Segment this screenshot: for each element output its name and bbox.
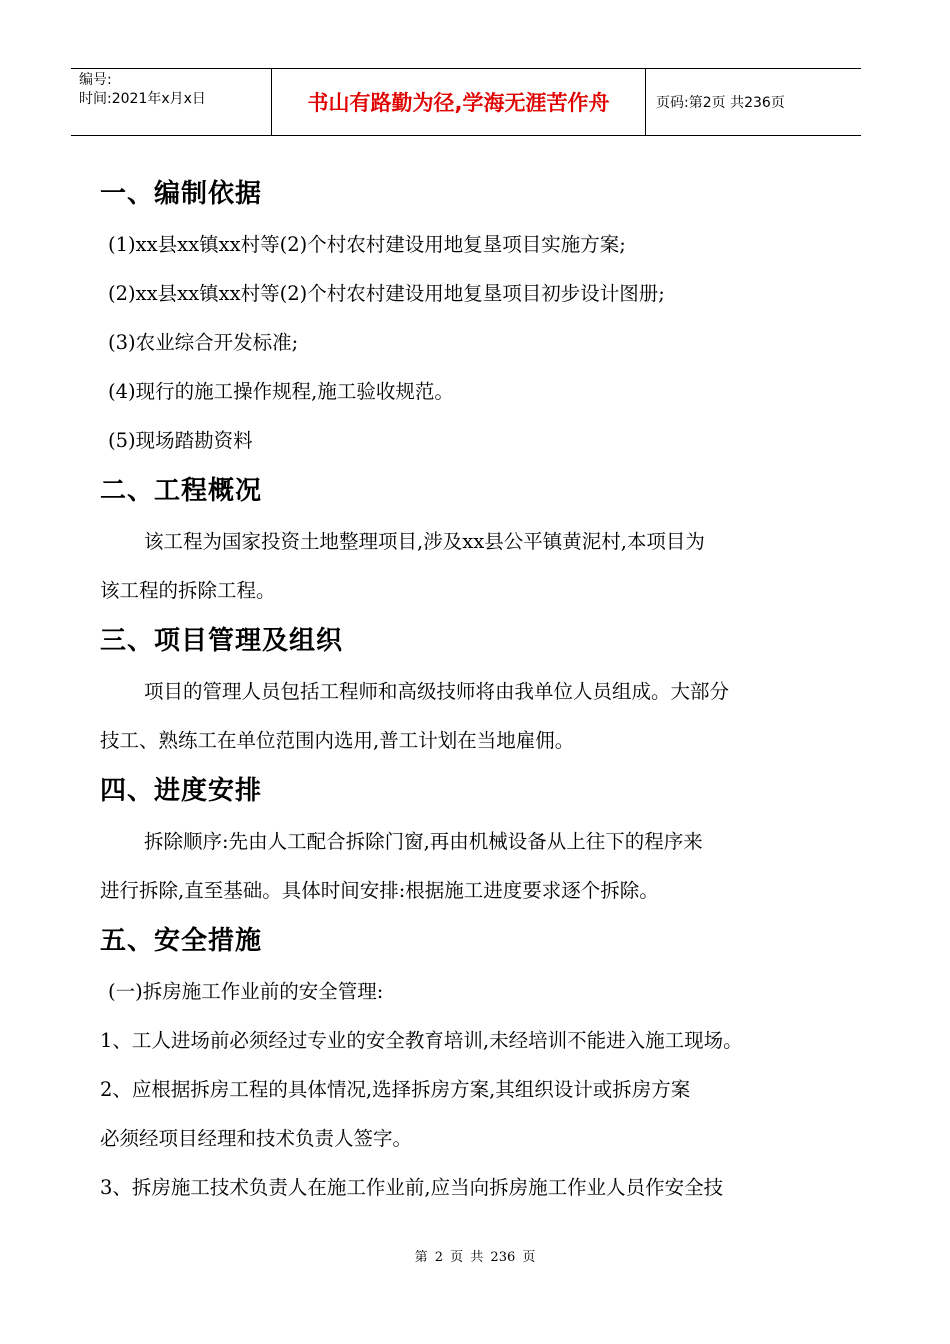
- basis-item-2: (2)xx县xx镇xx村等(2)个村农村建设用地复垦项目初步设计图册;: [108, 282, 665, 305]
- basis-item-3: (3)农业综合开发标准;: [108, 331, 299, 354]
- basis-item-5: (5)现场踏勘资料: [108, 429, 253, 452]
- safety-item-3-line-1: 3、拆房施工技术负责人在施工作业前,应当向拆房施工作业人员作安全技: [100, 1176, 724, 1199]
- section-heading-schedule: 四、进度安排: [100, 776, 263, 806]
- section-heading-safety: 五、安全措施: [100, 926, 263, 956]
- safety-item-2-line-2: 必须经项目经理和技术负责人签字。: [100, 1127, 413, 1150]
- header-meta-cell: [71, 69, 272, 135]
- section-heading-overview: 二、工程概况: [100, 476, 263, 506]
- overview-paragraph-line-2: 该工程的拆除工程。: [100, 579, 276, 602]
- header-motto: 书山有路勤为径,学海无涯苦作舟: [272, 69, 646, 135]
- basis-item-1: (1)xx县xx镇xx村等(2)个村农村建设用地复垦项目实施方案;: [108, 233, 626, 256]
- safety-subheading: (一)拆房施工作业前的安全管理:: [108, 980, 384, 1003]
- page-footer: 第 2 页 共 236 页: [414, 1250, 536, 1265]
- overview-paragraph-line-1: 该工程为国家投资土地整理项目,涉及xx县公平镇黄泥村,本项目为: [144, 530, 705, 553]
- document-number-label: 编号:: [79, 72, 112, 88]
- section-heading-basis: 一、编制依据: [100, 179, 263, 209]
- section-heading-management: 三、项目管理及组织: [100, 626, 344, 656]
- schedule-paragraph-line-2: 进行拆除,直至基础。具体时间安排:根据施工进度要求逐个拆除。: [100, 879, 659, 902]
- schedule-paragraph-line-1: 拆除顺序:先由人工配合拆除门窗,再由机械设备从上往下的程序来: [144, 830, 703, 853]
- management-paragraph-line-2: 技工、熟练工在单位范围内选用,普工计划在当地雇佣。: [100, 729, 575, 752]
- document-header-table: [71, 68, 861, 136]
- safety-item-1: 1、工人进场前必须经过专业的安全教育培训,未经培训不能进入施工现场。: [100, 1029, 743, 1052]
- management-paragraph-line-1: 项目的管理人员包括工程师和高级技师将由我单位人员组成。大部分: [144, 680, 730, 703]
- safety-item-2-line-1: 2、应根据拆房工程的具体情况,选择拆房方案,其组织设计或拆房方案: [100, 1078, 691, 1101]
- basis-item-4: (4)现行的施工操作规程,施工验收规范。: [108, 380, 454, 403]
- document-time-label: 时间:2021年x月x日: [79, 91, 206, 107]
- header-page-info: 页码:第2页 共236页: [656, 95, 785, 111]
- document-body: [100, 168, 840, 1212]
